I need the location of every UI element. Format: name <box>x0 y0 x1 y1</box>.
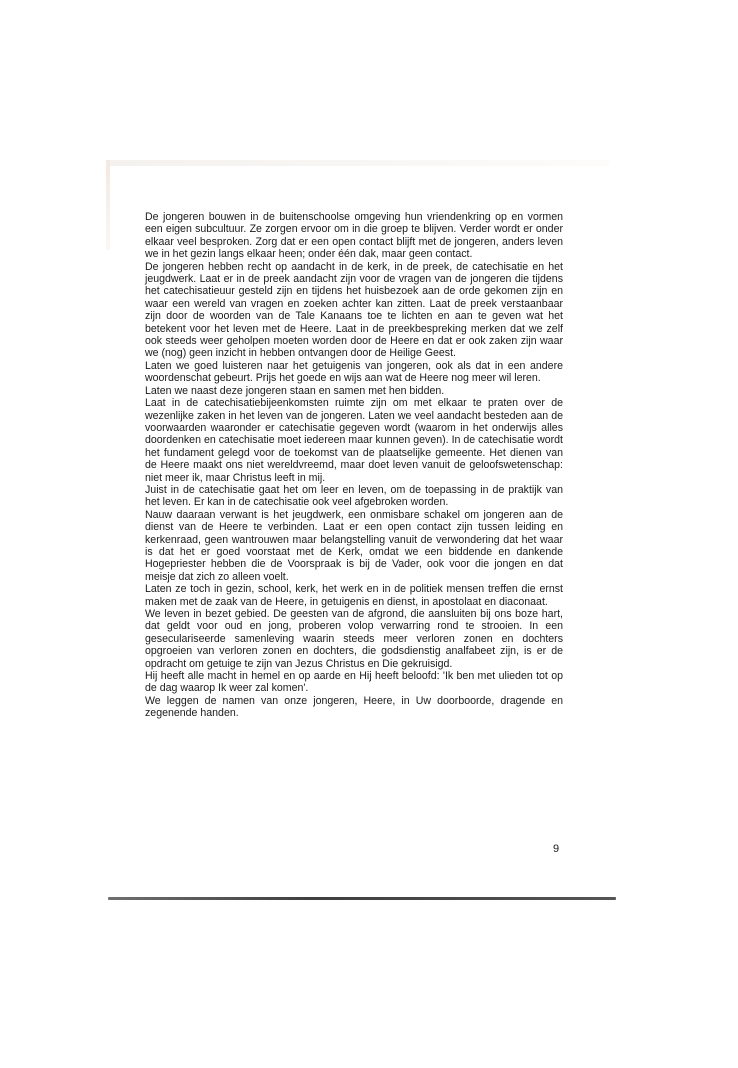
paragraph: Juist in de catechisatie gaat het om leer en leven, om de toepassing in de praktijk van het leven. Er kan in de catechisatie ook veel afgebroken worden. <box>145 483 563 509</box>
paragraph: De jongeren hebben recht op aandacht in de kerk, in de preek, de catechisatie en het jeugdwerk. Laat er in de preek aandacht zijn voor de vragen van de jongeren die tijdens het catechisatieuur gesteld zijn en tijdens het huisbezoek aan de orde gekomen zijn en waar een wereld van vragen en zoeken achter kan zitten. Laat de preek verstaanbaar zijn door de woorden van de Tale Kanaans toe te lichten en aan te geven wat het betekent voor het leven met de Heere. Laat in de preekbespreking merken dat we zelf ook steeds weer geholpen moeten worden door de Heere en dat er ook zaken zijn waar we (nog) geen inzicht in hebben ontvangen door de Heilige Geest. <box>145 260 563 360</box>
paragraph: Hij heeft alle macht in hemel en op aarde en Hij heeft beloofd: 'Ik ben met ulieden tot op de dag waarop Ik weer zal komen'. <box>145 670 563 695</box>
paragraph: De jongeren bouwen in de buitenschoolse omgeving hun vriendenkring op en vormen een eigen subcultuur. Ze zorgen ervoor om in die groep te blijven. Verder wordt er onder elkaar veel besproken. Zorg dat er een open contact blijft met de jongeren, anders leven we in het gezin langs elkaar heen; onder één dak, maar geen contact. <box>145 211 563 261</box>
paragraph: Laten ze toch in gezin, school, kerk, het werk en in de politiek mensen treffen die ernst maken met de zaak van de Heere, in getuigenis en dienst, in apostolaat en diaconaat. <box>145 583 563 608</box>
page-number: 9 <box>553 843 560 855</box>
paragraph: We leggen de namen van onze jongeren, Heere, in Uw doorboorde, dragende en zegenende handen. <box>145 694 563 720</box>
page-edge-shadow <box>106 160 110 250</box>
body-text <box>145 211 563 720</box>
paragraph: We leven in bezet gebied. De geesten van de afgrond, die aansluiten bij ons boze hart, dat geldt voor oud en jong, proberen volop verwarring rond te strooien. In een geseculariseerde samenleving waarin steeds meer verloren zonen en dochters opgroeien van verloren zonen en dochters, die godsdienstig analfabeet zijn, is er de opdracht om getuige te zijn van Jezus Christus en Die gekruisigd. <box>145 608 563 670</box>
paragraph: Laten we goed luisteren naar het getuigenis van jongeren, ook als dat in een andere woordenschat gebeurt. Prijs het goede en wijs aan wat de Heere nog meer wil leren. <box>145 359 563 385</box>
bottom-rule <box>108 897 616 900</box>
page-top-shade <box>110 160 610 166</box>
paragraph: Laat in de catechisatiebijeenkomsten ruimte zijn om met elkaar te praten over de wezenlijke zaken in het leven van de jongeren. Laten we veel aandacht besteden aan de voorwaarden waaronder er catechisatie gegeven wordt (waarom in het onderwijs alles doordenken en catechisatie moet iedereen maar kunnen geven). In de catechisatie wordt het fundament gelegd voor de toekomst van de plaatselijke gemeente. Het dienen van de Heere maakt ons niet wereldvreemd, maar doet leven vanuit de geloofswetenschap: niet meer ik, maar Christus leeft in mij. <box>145 397 563 484</box>
paragraph: Nauw daaraan verwant is het jeugdwerk, een onmisbare schakel om jongeren aan de dienst van de Heere te verbinden. Laat er een open contact zijn tussen leiding en kerkenraad, geen wantrouwen maar belangstelling vanuit de verwondering dat het waar is dat het er goed voorstaat met de Kerk, omdat we een biddende en dankende Hogepriester hebben die de Voorspraak is bij de Vader, ook voor die jongen en dat meisje dat zich zo alleen voelt. <box>145 508 563 583</box>
paragraph: Laten we naast deze jongeren staan en samen met hen bidden. <box>145 384 445 397</box>
